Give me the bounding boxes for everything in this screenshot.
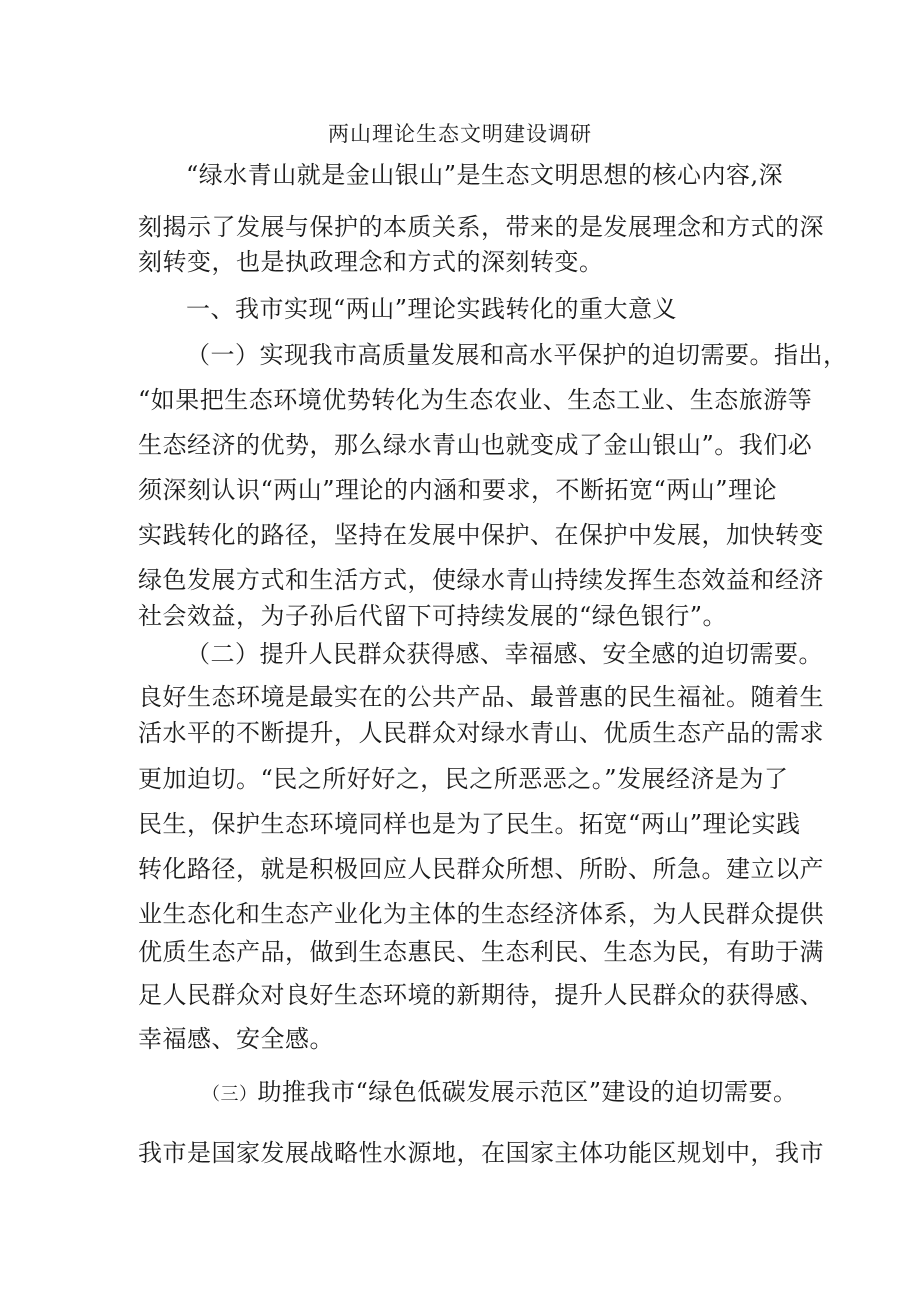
paragraph-2-line-1: （一）实现我市高质量发展和高水平保护的迫切需要。指出， xyxy=(186,341,848,369)
paragraph-3-line-3: 活水平的不断提升，人民群众对绿水青山、优质生态产品的需求 xyxy=(138,719,824,747)
paragraph-1-line-1: “绿水青山就是金山银山”是生态文明思想的核心内容,深 xyxy=(186,161,784,189)
paragraph-2-line-4: 须深刻认识“两山”理论的内涵和要求，不断拓宽“两山”理论 xyxy=(138,476,778,504)
section-number-3: （三） xyxy=(202,1084,258,1105)
paragraph-4-heading-text: 助推我市“绿色低碳发展示范区”建设的迫切需要。 xyxy=(257,1078,798,1106)
paragraph-3-line-5: 民生，保护生态环境同样也是为了民生。拓宽“两山”理论实践 xyxy=(138,810,801,838)
paragraph-1-line-3: 刻转变，也是执政理念和方式的深刻转变。 xyxy=(138,248,604,276)
document-title: 两山理论生态文明建设调研 xyxy=(328,122,592,146)
section-heading-1: 一、我市实现“两山”理论实践转化的重大意义 xyxy=(186,295,678,323)
paragraph-2-line-7: 社会效益，为子孙后代留下可持续发展的“绿色银行”。 xyxy=(138,602,728,630)
paragraph-2-line-5: 实践转化的路径，坚持在发展中保护、在保护中发展，加快转变 xyxy=(138,521,824,549)
paragraph-3-line-4: 更加迫切。“民之所好好之，民之所恶恶之。”发展经济是为了 xyxy=(138,765,789,793)
paragraph-3-line-1: （二）提升人民群众获得感、幸福感、安全感的迫切需要。 xyxy=(186,640,823,668)
paragraph-5-line-1: 我市是国家发展战略性水源地，在国家主体功能区规划中，我市 xyxy=(138,1139,824,1167)
paragraph-2-line-3: 生态经济的优势，那么绿水青山也就变成了金山银山”。我们必 xyxy=(138,431,813,459)
paragraph-1-line-2: 刻揭示了发展与保护的本质关系，带来的是发展理念和方式的深 xyxy=(138,213,824,241)
paragraph-3-line-7: 业生态化和生态产业化为主体的生态经济体系，为人民群众提供 xyxy=(138,900,824,928)
paragraph-2-line-6: 绿色发展方式和生活方式，使绿水青山持续发挥生态效益和经济 xyxy=(138,566,824,594)
paragraph-3-line-6: 转化路径，就是积极回应人民群众所想、所盼、所急。建立以产 xyxy=(138,855,824,883)
paragraph-3-line-2: 良好生态环境是最实在的公共产品、最普惠的民生福祉。随着生 xyxy=(138,683,824,711)
paragraph-3-line-10: 幸福感、安全感。 xyxy=(138,1025,334,1053)
paragraph-3-line-9: 足人民群众对良好生态环境的新期待，提升人民群众的获得感、 xyxy=(138,981,824,1009)
paragraph-2-line-2: “如果把生态环境优势转化为生态农业、生态工业、生态旅游等 xyxy=(138,386,813,414)
paragraph-4-line-1 xyxy=(202,1075,798,1112)
paragraph-3-line-8: 优质生态产品，做到生态惠民、生态利民、生态为民，有助于满 xyxy=(138,938,824,966)
